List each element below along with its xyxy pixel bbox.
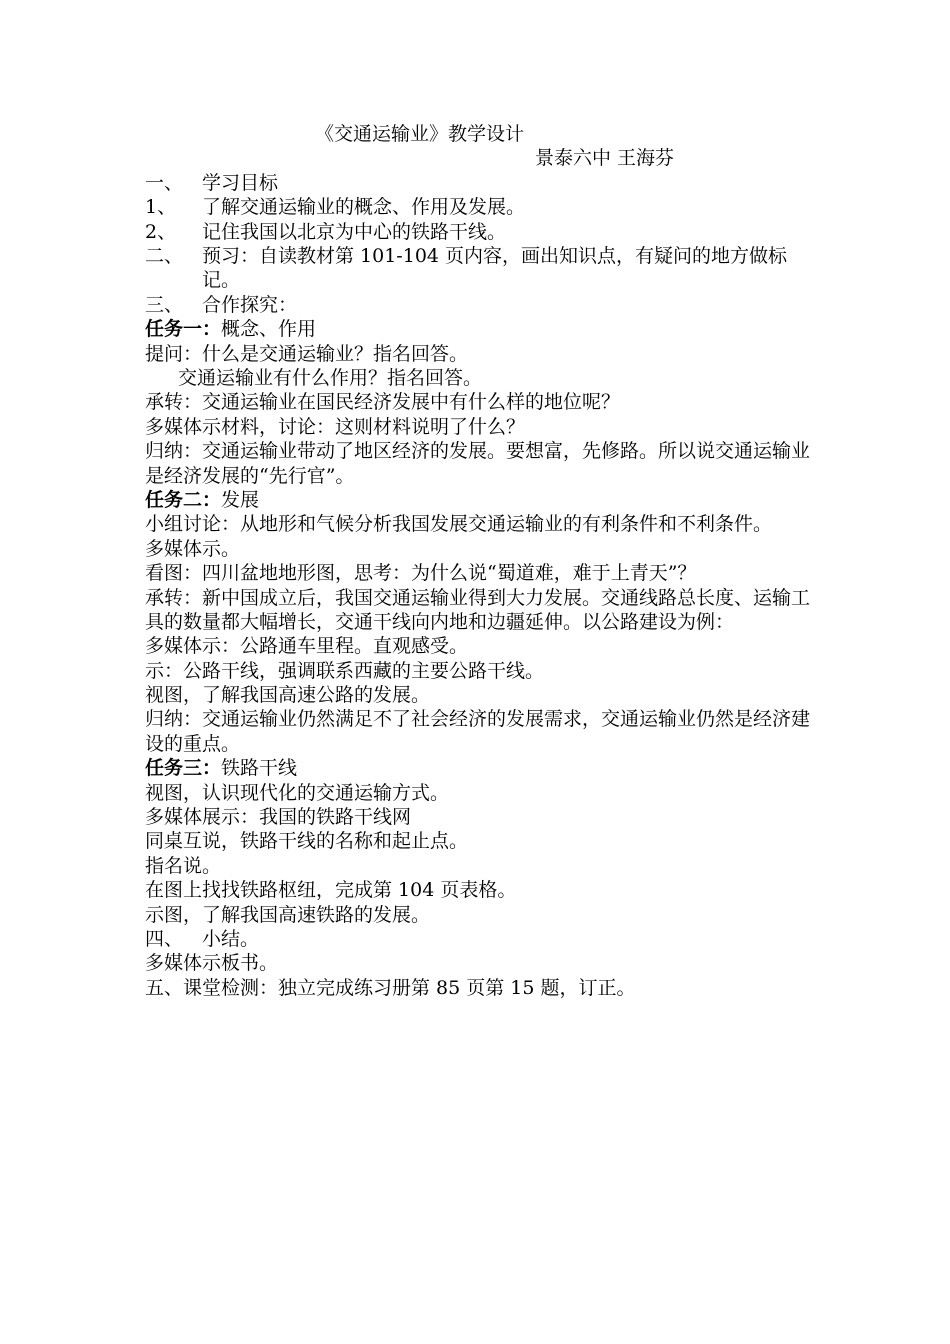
goal-item-2 (145, 220, 810, 244)
section-text: 预习：自读教材第 101-104 页内容，画出知识点，有疑问的地方做标记。 (202, 244, 788, 292)
paragraph-line: 多媒体展示：我国的铁路干线网 (145, 806, 412, 829)
paragraph-line: 示图，了解我国高速铁路的发展。 (145, 903, 431, 926)
section-heading-2 (145, 244, 810, 293)
paragraph-line: 提问：什么是交通运输业？指名回答。 (145, 342, 469, 365)
section-heading-5: 五、课堂检测：独立完成练习册第 85 页第 15 题，订正。 (145, 976, 636, 999)
goal-text: 记住我国以北京为中心的铁路干线。 (202, 220, 507, 243)
section-heading-3 (145, 293, 810, 317)
paragraph-line: 看图：四川盆地地形图，思考：为什么说“蜀道难，难于上青天”？ (145, 562, 697, 585)
paragraph-line: 小组讨论：从地形和气候分析我国发展交通运输业的有利条件和不利条件。 (145, 513, 773, 536)
task-label: 任务三： (145, 757, 222, 780)
paragraph-line: 在图上找找铁路枢纽，完成第 104 页表格。 (145, 879, 517, 902)
document-author: 景泰六中 王海芬 (535, 147, 675, 170)
section-number: 二、 (145, 244, 184, 267)
section-number: 四、 (145, 928, 184, 951)
section-number: 三、 (145, 293, 184, 316)
paragraph-line: 视图，认识现代化的交通运输方式。 (145, 781, 450, 804)
goal-text: 了解交通运输业的概念、作用及发展。 (202, 196, 526, 219)
paragraph-line: 归纳：交通运输业仍然满足不了社会经济的发展需求，交通运输业仍然是经济建设的重点。 (145, 708, 811, 755)
paragraph-line: 承转：交通运输业在国民经济发展中有什么样的地位呢？ (145, 391, 621, 414)
task-heading-3 (145, 756, 810, 780)
paragraph-line: 示：公路干线，强调联系西藏的主要公路干线。 (145, 659, 545, 682)
goal-item-1 (145, 195, 810, 219)
paragraph-line: 指名说。 (145, 854, 222, 877)
paragraph-line: 承转：新中国成立后，我国交通运输业得到大力发展。交通线路总长度、运输工具的数量都大幅增长，交通干线向内地和边疆延伸。以公路建设为例： (145, 586, 811, 633)
paragraph-line: 多媒体示。 (145, 537, 241, 560)
section-text: 合作探究： (202, 293, 298, 316)
paragraph-line: 多媒体示材料，讨论：这则材料说明了什么？ (145, 415, 526, 438)
goal-number: 1、 (145, 196, 177, 219)
task-heading-1 (145, 317, 810, 341)
task-text: 铁路干线 (221, 757, 298, 780)
section-number: 一、 (145, 171, 184, 194)
task-label: 任务二： (145, 488, 222, 511)
paragraph-line: 交通运输业有什么作用？指名回答。 (178, 366, 483, 389)
document-body (145, 122, 810, 1000)
task-text: 发展 (221, 488, 260, 511)
task-heading-2 (145, 488, 810, 512)
task-label: 任务一： (145, 318, 222, 341)
paragraph-line: 视图，了解我国高速公路的发展。 (145, 684, 431, 707)
paragraph-line: 归纳：交通运输业带动了地区经济的发展。要想富，先修路。所以说交通运输业是经济发展的“先行官”。 (145, 440, 811, 487)
task-text: 概念、作用 (221, 318, 317, 341)
goal-number: 2、 (145, 220, 177, 243)
paragraph-line: 多媒体示：公路通车里程。直观感受。 (145, 635, 469, 658)
section-heading-1 (145, 171, 810, 195)
document-title: 《交通运输业》教学设计 (315, 123, 525, 145)
paragraph-line: 同桌互说，铁路干线的名称和起止点。 (145, 830, 469, 853)
section-text: 学习目标 (202, 171, 279, 194)
section-text: 小结。 (202, 928, 260, 951)
paragraph-line: 多媒体示板书。 (145, 952, 279, 975)
section-heading-4 (145, 927, 810, 951)
